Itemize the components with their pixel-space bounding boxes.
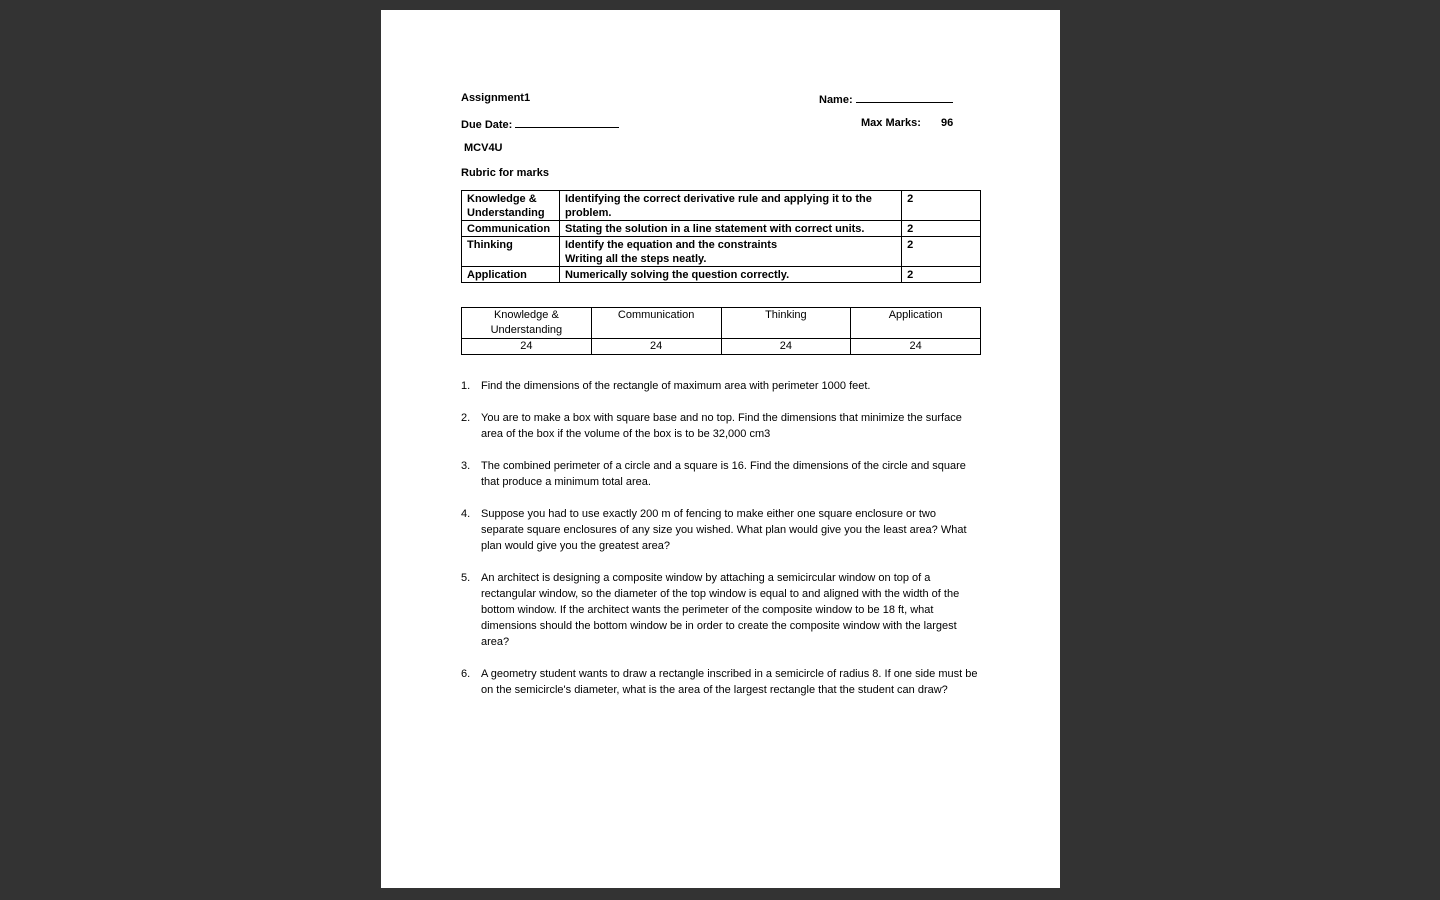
marks-value-communication: 24 <box>591 339 721 355</box>
rubric-marks: 2 <box>902 221 981 237</box>
marks-header-communication: Communication <box>591 308 721 339</box>
question-item <box>461 666 981 698</box>
question-item <box>461 378 981 394</box>
question-text: An architect is designing a composite window by attaching a semicircular window on top of a rectangular window, so the diameter of the top window is equal to and aligned with the width of the bottom window. If the architect wants the perimeter of the composite window to be 18 ft, what dimensions should the bottom window be in order to create the composite window with the largest area? <box>481 572 960 648</box>
rubric-criteria-extra: Writing all the steps neatly. <box>564 253 707 265</box>
rubric-criteria: Identifying the correct derivative rule and applying it to the problem. <box>559 191 901 221</box>
rubric-row <box>462 191 981 221</box>
rubric-criteria: Numerically solving the question correctly. <box>559 267 901 283</box>
max-marks-value: 96 <box>941 117 954 129</box>
marks-distribution-table <box>461 307 981 355</box>
rubric-title: Rubric for marks <box>461 167 550 179</box>
name-label: Name: <box>819 94 853 106</box>
question-number: 6. <box>461 668 471 680</box>
assignment-title: Assignment1 <box>461 92 531 104</box>
marks-value-application: 24 <box>851 339 981 355</box>
question-number: 1. <box>461 380 471 392</box>
question-number: 5. <box>461 572 471 584</box>
due-date-blank-line <box>515 116 619 128</box>
rubric-marks: 2 <box>902 267 981 283</box>
name-blank-line <box>856 91 953 103</box>
question-number: 2. <box>461 412 471 424</box>
due-date-field <box>461 116 619 132</box>
rubric-criteria: Stating the solution in a line statement with correct units. <box>559 221 901 237</box>
rubric-criteria-cell <box>559 237 901 267</box>
rubric-criteria: Identify the equation and the constraints <box>564 239 778 251</box>
rubric-category: Communication <box>462 221 560 237</box>
rubric-row <box>462 221 981 237</box>
question-number: 4. <box>461 508 471 520</box>
max-marks-label: Max Marks: <box>861 117 921 129</box>
rubric-row <box>462 267 981 283</box>
question-text: Find the dimensions of the rectangle of maximum area with perimeter 1000 feet. <box>481 380 871 392</box>
question-item <box>461 458 981 490</box>
rubric-category: Application <box>462 267 560 283</box>
question-item <box>461 570 981 650</box>
due-date-label: Due Date: <box>461 119 513 131</box>
name-field <box>819 91 953 107</box>
question-item <box>461 506 981 554</box>
rubric-marks: 2 <box>902 191 981 221</box>
marks-header-knowledge: Knowledge & Understanding <box>462 308 592 339</box>
course-code: MCV4U <box>464 142 503 154</box>
document-page <box>381 10 1060 888</box>
rubric-row <box>462 237 981 267</box>
rubric-category: Thinking <box>462 237 560 267</box>
marks-header-thinking: Thinking <box>721 308 851 339</box>
question-item <box>461 410 981 442</box>
rubric-category: Knowledge & Understanding <box>462 191 560 221</box>
question-text: You are to make a box with square base and no top. Find the dimensions that minimize the surface area of the box if the volume of the box is to be 32,000 cm3 <box>481 412 962 440</box>
marks-value-thinking: 24 <box>721 339 851 355</box>
marks-header-row <box>462 308 981 339</box>
marks-value-row <box>462 339 981 355</box>
marks-header-application: Application <box>851 308 981 339</box>
question-number: 3. <box>461 460 471 472</box>
marks-value-knowledge: 24 <box>462 339 592 355</box>
rubric-marks: 2 <box>902 237 981 267</box>
question-list <box>461 378 981 714</box>
rubric-table <box>461 190 981 283</box>
question-text: The combined perimeter of a circle and a square is 16. Find the dimensions of the circle and square that produce a minimum total area. <box>481 460 966 488</box>
question-text: Suppose you had to use exactly 200 m of fencing to make either one square enclosure or two separate square enclosures of any size you wished. What plan would give you the least area? What plan would give you the greatest area? <box>481 508 967 552</box>
question-text: A geometry student wants to draw a rectangle inscribed in a semicircle of radius 8. If one side must be on the semicircle's diameter, what is the area of the largest rectangle that the student can draw? <box>481 668 978 696</box>
